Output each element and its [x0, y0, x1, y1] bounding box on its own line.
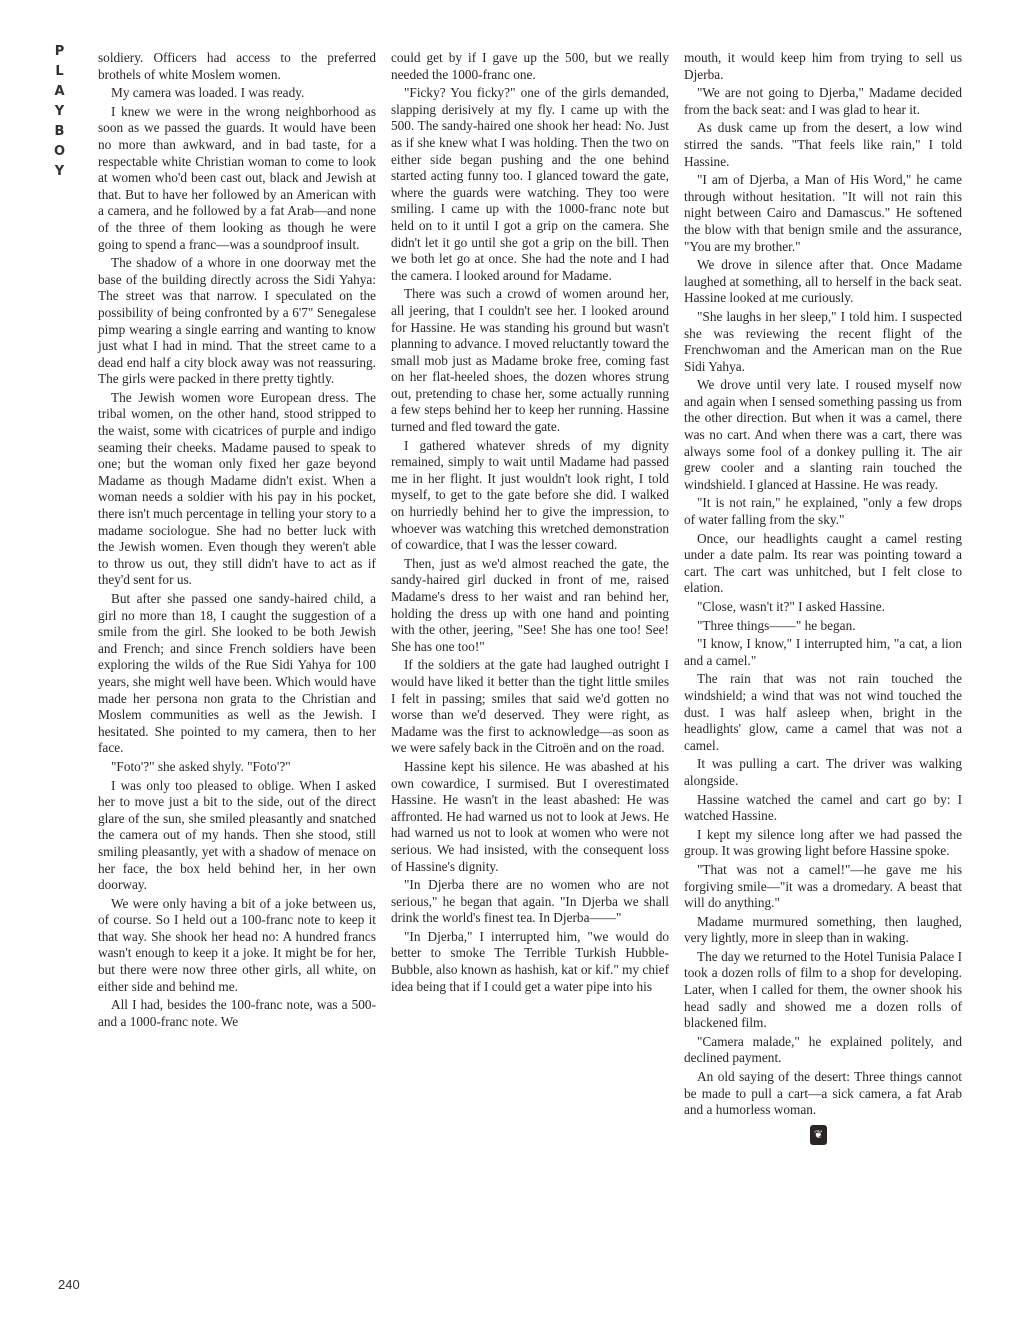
paragraph: "Foto'?" she asked shyly. "Foto'?" [111, 758, 291, 774]
paragraph: "Three things——" he began. [697, 617, 856, 633]
paragraph: I knew we were in the wrong neighborhood as soon as we passed the guards. It would have been no more than awkward, and in bad taste, for a respectable white Christian woman to come to look at women who'd been cast out, black and Jewish at that. But to have her followed by an American with a camera, and he followed by a fat Arab—and none of the three of them looking as though he were going to spend a franc—was a soundproof insult. [98, 103, 376, 252]
paragraph: I kept my silence long after we had passed the group. It was growing light before Hassine spoke. [684, 826, 962, 859]
text-column-1 [98, 50, 376, 1032]
paragraph: As dusk came up from the desert, a low wind stirred the sands. "That feels like rain," I told Hassine. [684, 120, 962, 169]
paragraph: Then, just as we'd almost reached the gate, the sandy-haired girl ducked in front of me, raised Madame's dress to her waist and ran behind her, holding the dress up with one hand and pointing with the other, jeering, "See! She has one too! See! She has one too!" [391, 555, 669, 654]
paragraph: "In Djerba there are no women who are not serious," he began that again. "In Djerba we shall drink the world's finest tea. In Djerba——" [391, 877, 669, 926]
paragraph: The shadow of a whore in one doorway met the base of the building directly across the Sidi Yahya: The street was that narrow. I speculated on the possibility of being confronted by a 6'7" Senegalese pimp wearing a single earring and wanting to know just what I had in mind. That the street came to a dead end half a city block away was not reassuring. The girls were packed in there pretty tightly. [98, 255, 376, 387]
paragraph: could get by if I gave up the 500, but we really needed the 1000-franc one. [391, 50, 669, 82]
paragraph: The day we returned to the Hotel Tunisia Palace I took a dozen rolls of film to a shop for developing. Later, when I called for them, the owner shook his head sadly and showed me a dozen rolls of blackened film. [684, 948, 962, 1031]
rabbit-head-icon: ❦ [810, 1125, 827, 1145]
paragraph: "It is not rain," he explained, "only a few drops of water falling from the sky." [684, 495, 962, 528]
paragraph: "I am of Djerba, a Man of His Word," he came through without hesitation. "It will not rain this night between Cairo and Damascus." He softened the blow with that benign smile and the assurance, "You are my brother." [684, 172, 962, 254]
text-column-3 [684, 50, 962, 1145]
paragraph: Hassine watched the camel and cart go by: I watched Hassine. [684, 791, 962, 824]
text-column-2 [391, 50, 669, 997]
paragraph: I gathered whatever shreds of my dignity remained, simply to wait until Madame had passed me in her flight. It just wouldn't look right, I told myself, to get to the gate before she did. I walked on hurriedly behind her to give the impression, to whoever was watching this wretched demonstration of cowardice, that I was the lesser coward. [391, 437, 669, 553]
paragraph: "Close, wasn't it?" I asked Hassine. [697, 599, 885, 614]
paragraph: We drove until very late. I roused myself now and again when I sensed something passing us from the other direction. But when it was a camel, there was no cart. And when there was a cart, there was always some fool of a donkey pulling it. The air grew cooler and a slanting rain touched the windshield. I glanced at Hassine. He was ready. [684, 377, 962, 492]
paragraph: "I know, I know," I interrupted him, "a cat, a lion and a camel." [684, 636, 962, 668]
paragraph: We drove in silence after that. Once Madame laughed at something, all to herself in the back seat. Hassine looked at me curiously. [684, 257, 962, 306]
paragraph: Hassine kept his silence. He was abashed at his own cowardice, I surmised. But I overestimated Hassine. He wasn't in the least abashed: He was affronted. He had warned us not to look at Jews. He had warned us not to look at women who were not serious. We had insisted, with the consequent loss of Hassine's dignity. [391, 758, 669, 874]
paragraph: But after she passed one sandy-haired child, a girl no more than 18, I caught the suggestion of a smile from the girl. She looked to be both Jewish and French; and since French soldiers have been exploring the wilds of the Rue Sidi Yahya for 100 years, she might well have been. Which would have made her persona non grata to the Christian and Moslem communities as well as the Jewish. I hesitated. She pointed to my camera, then to her face. [98, 591, 376, 756]
paragraph: mouth, it would keep him from trying to sell us Djerba. [684, 50, 962, 82]
paragraph: The Jewish women wore European dress. The tribal women, on the other hand, stood stripped to the waist, some with cicatrices of purple and indigo seaming their cheeks. Madame paused to speak to one; but the woman only fixed her gaze beyond Madame as though Madame didn't exist. When a woman needs a soldier with his pay in his pocket, there isn't much percentage in telling your story to a madame sociologue. She had no better luck with the Jewish women. Even though they weren't able to throw us out, they still didn't have to act as if they'd sent for us. [98, 389, 376, 588]
paragraph: We were only having a bit of a joke between us, of course. So I held out a 100-franc note to keep it that way. She shook her head no: A hundred francs wasn't enough to keep it a joke. It might be for her, but there were now three other girls, all white, on either side and behind me. [98, 895, 376, 994]
paragraph: There was such a crowd of women around her, all jeering, that I couldn't see her. I looked around for Hassine. He was standing his ground but wasn't planning to advance. I moved reluctantly toward the small mob just as Madame broke free, coming fast on her flat-heeled shoes, the dozen whores strung out, pretending to chase her, some actually running a few steps behind her to keep her running. Hassine turned and fled toward the gate. [391, 286, 669, 435]
paragraph: "Camera malade," he explained politely, and declined payment. [684, 1033, 962, 1066]
paragraph: An old saying of the desert: Three things cannot be made to pull a cart—a sick camera, a fat Arab and a humorless woman. [684, 1069, 962, 1118]
paragraph: If the soldiers at the gate had laughed outright I would have liked it better than the tight little smiles I felt in passing; smiles that said we'd gotten no worse than we'd deserved. They were right, as Madame was the first to acknowledge—as soon as we were safely back in the Citroën and on the road. [391, 657, 669, 756]
page-number: 240 [58, 1277, 80, 1292]
paragraph: soldiery. Officers had access to the preferred brothels of white Moslem women. [98, 50, 376, 82]
paragraph: Once, our headlights caught a camel resting under a date palm. Its rear was pointing toward a cart. The cart was unhitched, but I felt close to elation. [684, 530, 962, 596]
paragraph: The rain that was not rain touched the windshield; a wind that was not wind touched the dust. I was half asleep when, bright in the headlights' glow, came a camel that was not a camel. [684, 671, 962, 753]
paragraph: "She laughs in her sleep," I told him. I suspected she was reviewing the recent flight of the Frenchwoman and the American man on the Rue Sidi Yahya. [684, 308, 962, 374]
paragraph: I was only too pleased to oblige. When I asked her to move just a bit to the side, out of the direct glare of the sun, she smiled pleasantly and snatched the camera out of my hands. Then she stood, still smiling pleasantly, yet with a shadow of menace on her face, the box held behind her, in her own doorway. [98, 777, 376, 893]
paragraph: All I had, besides the 100-franc note, was a 500- and a 1000-franc note. We [98, 997, 376, 1029]
paragraph: "Ficky? You ficky?" one of the girls demanded, slapping derisively at my fly. I came up with the 500. The sandy-haired one shook her head: No. Just as if she knew what I was holding. Then the two on either side began pushing and the one behind started acting funny too. I glanced toward the gate, where the guards were watching. They too were smiling. I came up with the 1000-franc note but held on to it until I got a grip on the camera. She didn't let it go until she got a grip on the bill. Then we both let go at once. She had the note and I had the camera. I looked around for Madame. [391, 85, 669, 283]
paragraph: "That was not a camel!"—he gave me his forgiving smile—"it was a dromedary. A beast that will do anything." [684, 861, 962, 911]
paragraph: "In Djerba," I interrupted him, "we would do better to smoke The Terrible Turkish Hubble-Bubble, also known as hashish, kat or kif." my chief idea being that if I could get a water pipe into his [391, 928, 669, 994]
paragraph: Madame murmured something, then laughed, very lightly, more in sleep than in waking. [684, 913, 962, 946]
paragraph: It was pulling a cart. The driver was walking alongside. [684, 756, 962, 788]
paragraph: My camera was loaded. I was ready. [111, 85, 305, 101]
paragraph: "We are not going to Djerba," Madame decided from the back seat: and I was glad to hear it. [684, 85, 962, 117]
magazine-name: PLAYBOY [52, 44, 67, 184]
